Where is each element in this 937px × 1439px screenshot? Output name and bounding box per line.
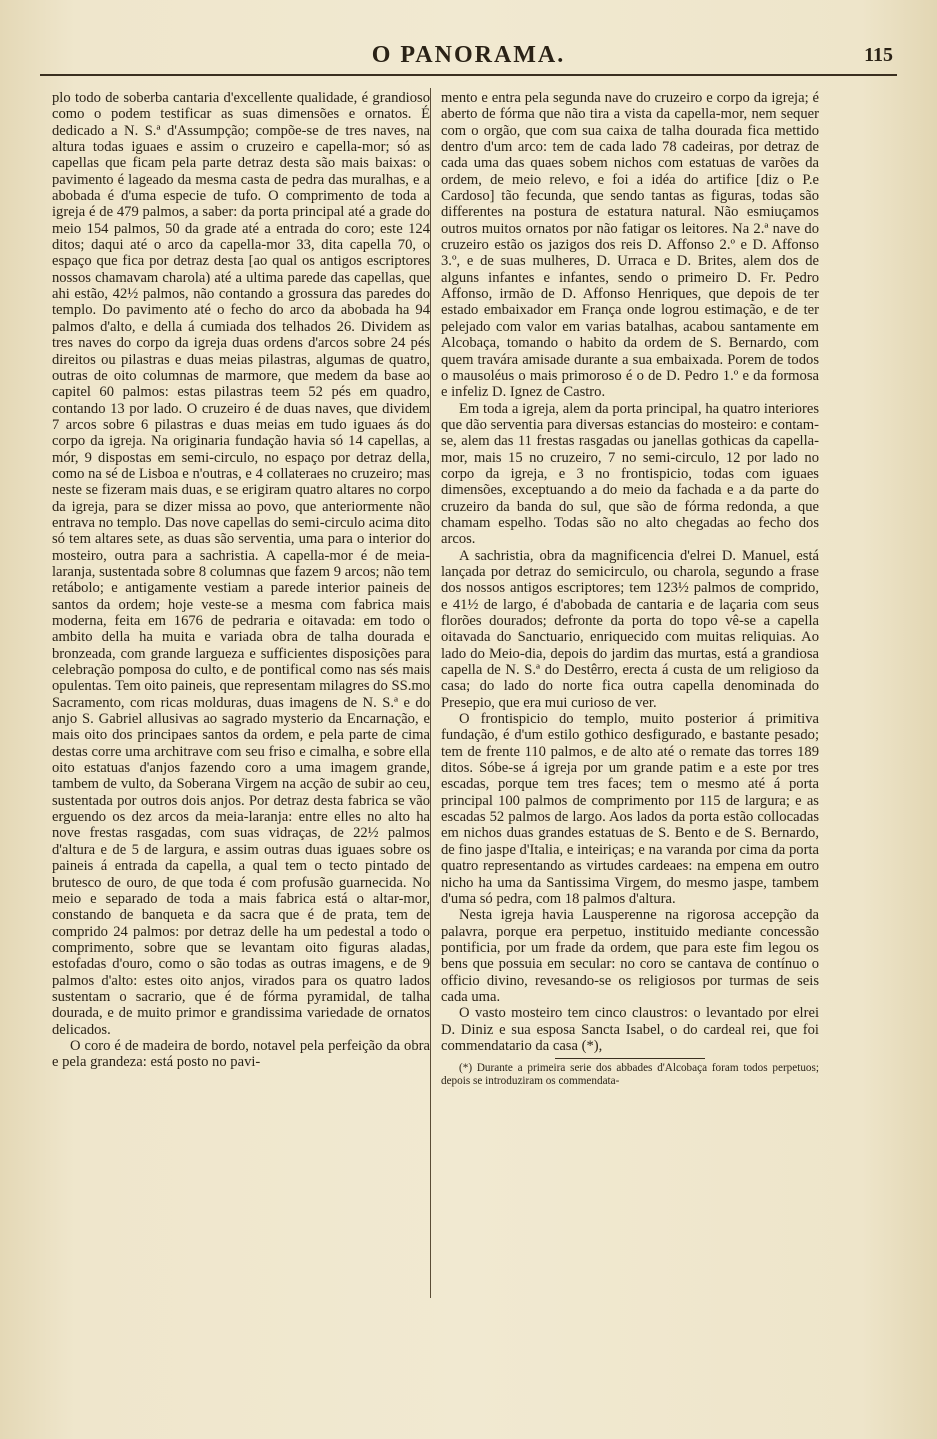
page-number: 115 bbox=[864, 44, 893, 66]
footnote: (*) Durante a primeira serie dos abbades d'Alcobaça foram todos perpetuos; depois se introduziram os commendata- bbox=[441, 1062, 819, 1088]
right-paragraph-6: O vasto mosteiro tem cinco claustros: o levantado por elrei D. Diniz e sua esposa Sancta Isabel, o do cardeal rei, que foi commendatario da casa (*), bbox=[441, 1005, 819, 1054]
publication-title: O PANORAMA. bbox=[371, 42, 566, 68]
left-paragraph-1: plo todo de soberba cantaria d'excellente qualidade, é grandioso como o podem testificar as suas dimensões e ornatos. É dedicado a N. S.ª d'Assumpção; compõe-se de tres naves, na altura todas iguaes e assim o cruzeiro e capella-mor; só as capellas que ficam pela parte detraz desta são mais baixas: o pavimento é lageado da mesma casta de pedra das muralhas, e a abobada é d'uma especie de tufo. O comprimento de toda a igreja é de 479 palmos, a saber: da porta principal até a grade do meio 154 palmos, 50 da grade até a entrada do coro; este 124 ditos; daqui até o arco da capella-mor 33, dita capella 70, o espaço que fica por detraz desta [ao qual os antigos escriptores nossos chamavam charola) até a ultima parede das capellas, que ahi estão, 42½ palmos, não contando a grossura das paredes do templo. Do pavimento até o fecho do arco da abobada ha 94 palmos d'alto, e della á cumiada dos telhados 26. Dividem as tres naves do corpo da igreja duas ordens d'arcos sobre 24 pés direitos ou pilastras e duas meias pilastras, algumas de quatro, outras de oito columnas de marmore, que medem da base ao capitel 60 palmos: estas pilastras teem 52 pés em quadro, contando 13 por lado. O cruzeiro é de duas naves, que dividem 7 arcos sobre 6 pilastras e duas meias em tudo iguaes ás do corpo da igreja. Na originaria fundação havia só 14 capellas, a mór, 9 dispostas em semi-circulo, no espaço por detraz della, como na sé de Lisboa e n'outras, e 4 collateraes no cruzeiro; mas neste se fizeram mais duas, e se erigiram quatro altares no corpo da igreja, para se dizer missa ao povo, que anteriormente não entrava no templo. Das nove capellas do semi-circulo acima dito só tem altares sete, as duas são serventia, uma para o interior do mosteiro, outra para a sachristia. A capella-mor é de meia-laranja, sustentada sobre 8 columnas que fazem 9 arcos; não tem retábolo; e antigamente vestiam a parede interior paineis de santos da ordem; hoje veste-se a mesma com fabrica mais moderna, feita em 1676 de pedraria e oitavada: em todo o ambito della ha muita e variada obra de talha dourada e bronzeada, com grande largueza e sufficientes disposições para celebração pomposa do culto, e de pontifical como nas sés mais opulentas. Tem oito paineis, que representam milagres do SS.mo Sacramento, com ricas molduras, duas imagens de N. S.ª e do anjo S. Gabriel allusivas ao sagrado mysterio da Encarnação, e mais oito dos principaes santos da ordem, e pela parte de cima destas corre uma architrave com seu friso e cimalha, e sobre ella oito estatuas d'anjos fazendo coro a uma imagem grande, tambem de vulto, da Soberana Virgem na acção de subir ao ceu, sustentada por outros dois anjos. Por detraz desta fabrica se vão erguendo os dez arcos da meia-laranja: entre elles no alto ha nove frestas rasgadas, com suas vidraças, de 22½ palmos d'altura e de 5 de largura, e assim outras duas iguaes sobre os paineis á entrada da capella, a qual tem o tecto pintado de brutesco de ouro, de que toda é com profusão guarnecida. No meio e separado de toda a mais fabrica está o altar-mor, constando de banqueta e da sacra que é de prata, tem de comprido 24 palmos: por detraz delle ha um pedestal a todo o comprimento, sobre que se levantam oito figuras aladas, estofadas d'ouro, como o são todas as outras imagens, e de 9 palmos d'alto: estes oito anjos, virados para os quatro lados sustentam o sacrario, que é de fórma pyramidal, de talha dourada, e de muito primor e grandissima variedade de ornatos delicados. bbox=[52, 90, 430, 1038]
left-paragraph-2: O coro é de madeira de bordo, notavel pela perfeição da obra e pela grandeza: está posto no pavi- bbox=[52, 1037, 430, 1071]
column-divider bbox=[430, 88, 431, 1298]
right-paragraph-5: Nesta igreja havia Lausperenne na rigorosa accepção da palavra, porque era perpetuo, instituido mediante concessão pontificia, por um frade da ordem, que para este fim legou os bens que possuia em secular: no coro se cantava de contínuo o officio divino, revesando-se os religiosos por turmas de seis cada uma. bbox=[441, 907, 819, 1005]
right-paragraph-3: A sachristia, obra da magnificencia d'elrei D. Manuel, está lançada por detraz do semicirculo, ou charola, segundo a frase dos nossos antigos escriptores; tem 123½ palmos de comprido, e 41½ de largo, é d'abobada de cantaria e de laçaria com seus florões dourados; defronte da porta do topo vê-se a capella oitavada do Sanctuario, enriquecido com muitas reliquias. Ao lado do Meio-dia, depois do jardim das murtas, está a grandiosa capella de N. S.ª do Destêrro, erecta á custa de um religioso da casa; do lado do norte fica outra capella denominada do Presepio, que era mui curioso de ver. bbox=[441, 547, 819, 711]
right-paragraph-2: Em toda a igreja, alem da porta principal, ha quatro interiores que dão serventia para diversas estancias do mosteiro: e contam-se, alem das 11 frestas rasgadas ou janellas gothicas da capella-mor, mais 15 no cruzeiro, 7 no semi-circulo, 12 por lado no corpo da igreja, e 3 no frontispicio, todas com iguaes dimensões, exceptuando a do meio da fachada e a da parte do cruzeiro da banda do sul, que são de fórma redonda, a que chamam espelho. Todas são no alto chegadas ao fecho dos arcos. bbox=[441, 400, 819, 548]
right-paragraph-1: mento e entra pela segunda nave do cruzeiro e corpo da igreja; é aberto de fórma que não tira a vista da capella-mor, nem sequer com o orgão, que com sua caixa de talha dourada fica mettido dentro d'um arco: tem de cada lado 78 cadeiras, por detraz de cada uma das quaes sobem nichos com estatuas de varões da ordem, de meio relevo, e foi a idéa do artifice [diz o P.e Cardoso] tão fecunda, que sendo tantas as figuras, todas são differentes na postura de estatura natural. Não esmiuçamos outros muitos ornatos por não fatigar os leitores. Na 2.ª nave do cruzeiro estão os jazigos dos reis D. Affonso 2.º e D. Affonso 3.º, e de suas mulheres, D. Urraca e D. Brites, alem dos de alguns infantes e infantes, sendo o primeiro D. Fr. Pedro Affonso, irmão de D. Affonso Henriques, que depois de ter estado embaixador em França onde logrou estimação, e de ter pelejado com valor em varias batalhas, acabou santamente em Alcobaça, tomando o habito da ordem de S. Bernardo, com quem travára amisade durante a sua embaixada. Porem de todos o mausoléus o mais primoroso é o de D. Pedro 1.º e da formosa e infeliz D. Ignez de Castro. bbox=[441, 90, 819, 401]
footnote-rule bbox=[555, 1058, 705, 1059]
left-column bbox=[52, 90, 430, 1071]
right-paragraph-4: O frontispicio do templo, muito posterior á primitiva fundação, é d'um estilo gothico desfigurado, e bastante pesado; tem de frente 110 palmos, e de alto até o remate das torres 189 ditos. Sóbe-se á igreja por um grande patim e a este por tres escadas, porque tem tres faces; tem o mesmo até á porta principal 100 palmos de comprimento por 115 de largura; e as escadas 52 palmos de largo. Aos lados da porta estão collocadas em nichos duas grandes estatuas de S. Bento e de S. Bernardo, de fino jaspe d'Italia, e inteiriças; e na varanda por cima da porta quatro representando as virtudes cardeaes: na empena em outro nicho ha uma da Santissima Virgem, do mesmo jaspe, tambem d'uma só pedra, com 18 palmos d'altura. bbox=[441, 711, 819, 907]
right-column bbox=[441, 90, 819, 1088]
page-header bbox=[40, 40, 897, 76]
